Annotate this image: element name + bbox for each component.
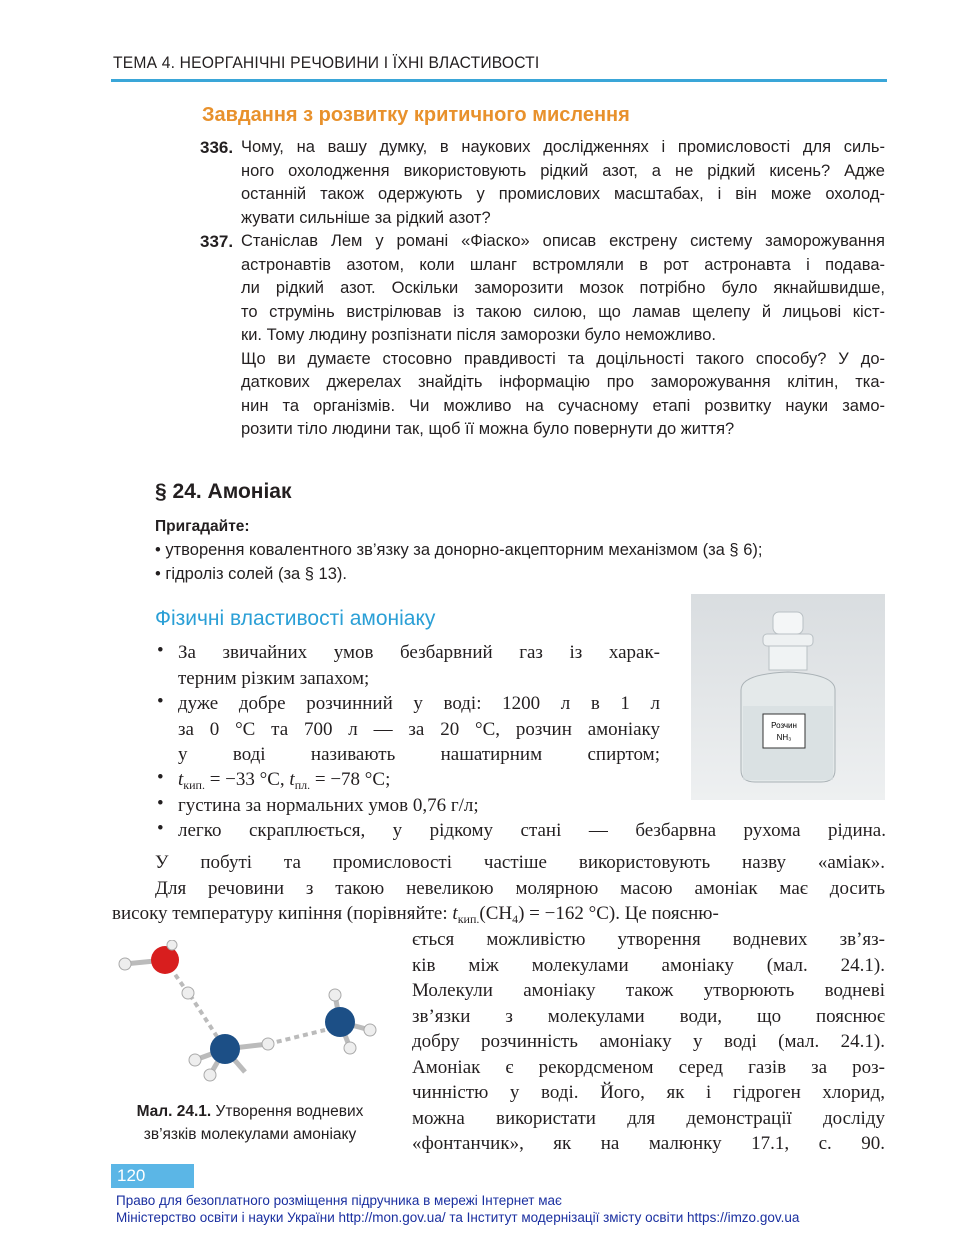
bullet-item: густина за нормальних умов 0,76 г/л; [178,795,479,816]
bullet-dot: • [157,767,164,788]
text-line: Станіслав Лем у романі «Фіаско» описав екстрену систему заморожування [241,232,885,250]
label-text: Розчин [771,721,797,730]
text-line: терним різким запахом; [178,667,370,689]
text-line: «фонтанчик», як на малюнку 17.1, с. 90. [412,1133,885,1154]
caption-label: Мал. 24.1. [136,1103,212,1120]
task-number: 337. [200,232,234,251]
bullet-item [178,818,886,844]
text-line: жувати сильніше за рідкий азот? [241,208,491,227]
text-line: легко скраплюється, у рідкому стані — безбарвна рухома рідина. [178,820,886,841]
subscript: кип. [457,912,480,926]
text: ) = −162 °С). Це поясню- [518,903,719,924]
text-line: ного охолодження використовують рідкий азот, а не рідкий кисень? Адже [241,161,885,180]
text-line: астронавтів азотом, коли шланг встромляли в рот астронавта і подава- [241,255,885,274]
bullet-item [178,640,660,691]
task-number: 336. [200,138,234,157]
value: = −78 °С; [310,769,391,790]
header-divider [111,79,887,82]
text-line: за 0 °С та 700 л — за 20 °С, розчин амоніаку [178,718,660,740]
caption-text: зв’язків молекулами амоніаку [143,1126,357,1143]
text-line: Молекули амоніаку також утворюють водневі [412,980,885,1001]
section-title: § 24. Амоніак [155,480,292,503]
text-line: останній також одержують у промислових масштабах, і він може охолод- [241,185,885,203]
text-line: Амоніак є рекордсменом серед газів за роз- [412,1056,885,1078]
text-line: Чому, на вашу думку, в наукових дослідженнях і промисловості для силь- [241,138,885,156]
text: (CH [479,903,513,924]
value: = −33 °С, [204,769,290,790]
running-header: ТЕМА 4. НЕОРГАНІЧНІ РЕЧОВИНИ І ЇХНІ ВЛАСТИВОСТІ [113,53,540,72]
text-line: даткових джерелах знайдіть інформацію про заморожування клітин, тка- [241,373,885,391]
caption-text: Утворення водневих [211,1103,364,1120]
label-text: NH₃ [776,733,792,742]
text-line: нин та організмів. Чи можливо на сучасному етапі розвитку науки замо- [241,396,885,415]
subscript: 4 [512,912,519,926]
text-line: у воді називають нашатирним спиртом; [178,744,660,765]
text-line: ки. Тому людину розпізнати після заморозки було неможливо. [241,326,716,344]
paragraph [155,850,885,901]
bullet-dot: • [157,818,164,839]
footer-line: Міністерство освіти і науки України http://mon.gov.ua/ та Інститут модернізації змісту освіти https://imzo.gov.ua [116,1210,800,1225]
var-t: t [452,903,458,924]
text: високу температуру кипіння (порівняйте: [112,903,453,924]
page-number: 120 [111,1164,194,1188]
bullet-dot: • [157,640,164,661]
remember-label: Пригадайте: [155,518,250,535]
bullet-dot: • [157,793,164,814]
footer-notice [116,1192,799,1226]
ammonia-solution-photo [691,594,885,800]
text-line: У побуті та промисловості частіше використовують назву «аміак». [155,852,885,873]
tasks-title: Завдання з розвитку критичного мислення [202,104,630,126]
text-line: Для речовини з такою невеликою молярною масою амоніак має досить [155,877,885,899]
subscript: пл. [294,778,311,792]
text-line: ли рідкий азот. Оскільки заморозити мозок потрібно було якнайшвидше, [241,279,885,297]
subscript: кип. [183,778,205,792]
paragraph-continued [412,927,885,1157]
text-line: розити тіло людини так, щоб її можна було повернути до життя? [241,420,735,438]
text-line: зв’язки з молекулами води, що пояснює [412,1005,885,1027]
text-line: можна використати для демонстрації досліду [412,1107,885,1129]
text-line: чинністю у воді. Його, як і гідроген хлорид, [412,1082,885,1103]
task-336 [200,136,885,230]
bullet-dot: • [157,691,164,712]
remember-text: гідроліз солей (за § 13). [165,565,347,583]
remember-text: утворення ковалентного зв’язку за донорно-акцепторним механізмом (за § 6); [165,541,763,559]
bullet-item [178,691,660,768]
var-t: t [289,769,295,790]
text-line: то струмінь вистрілював із такою силою, що ламав щелепу й лицьові кіст- [241,302,885,321]
text-line: добру розчинність амоніаку у воді (мал. 24.1). [412,1031,885,1052]
figure-caption [110,1100,390,1146]
text-line: ків між молекулами амоніаку (мал. 24.1). [412,954,885,976]
remember-item: • утворення ковалентного зв’язку за донорно-акцепторним механізмом (за § 6); [155,541,763,559]
task-337 [200,230,885,442]
text-line: За звичайних умов безбарвний газ із харак- [178,642,660,663]
subsection-title: Фізичні властивості амоніаку [155,607,436,630]
text-line: Що ви думаєте стосовно правдивості та доцільності такого способу? У до- [241,349,885,368]
remember-item: • гідроліз солей (за § 13). [155,565,347,583]
text-line: ється можливістю утворення водневих зв’яз- [412,929,885,950]
text-line: дуже добре розчинний у воді: 1200 л в 1 л [178,693,660,714]
hydrogen-bond-molecule-illustration [110,940,385,1090]
footer-line: Право для безоплатного розміщення підручника в мережі Інтернет має [116,1193,562,1208]
var-t: t [178,769,184,790]
